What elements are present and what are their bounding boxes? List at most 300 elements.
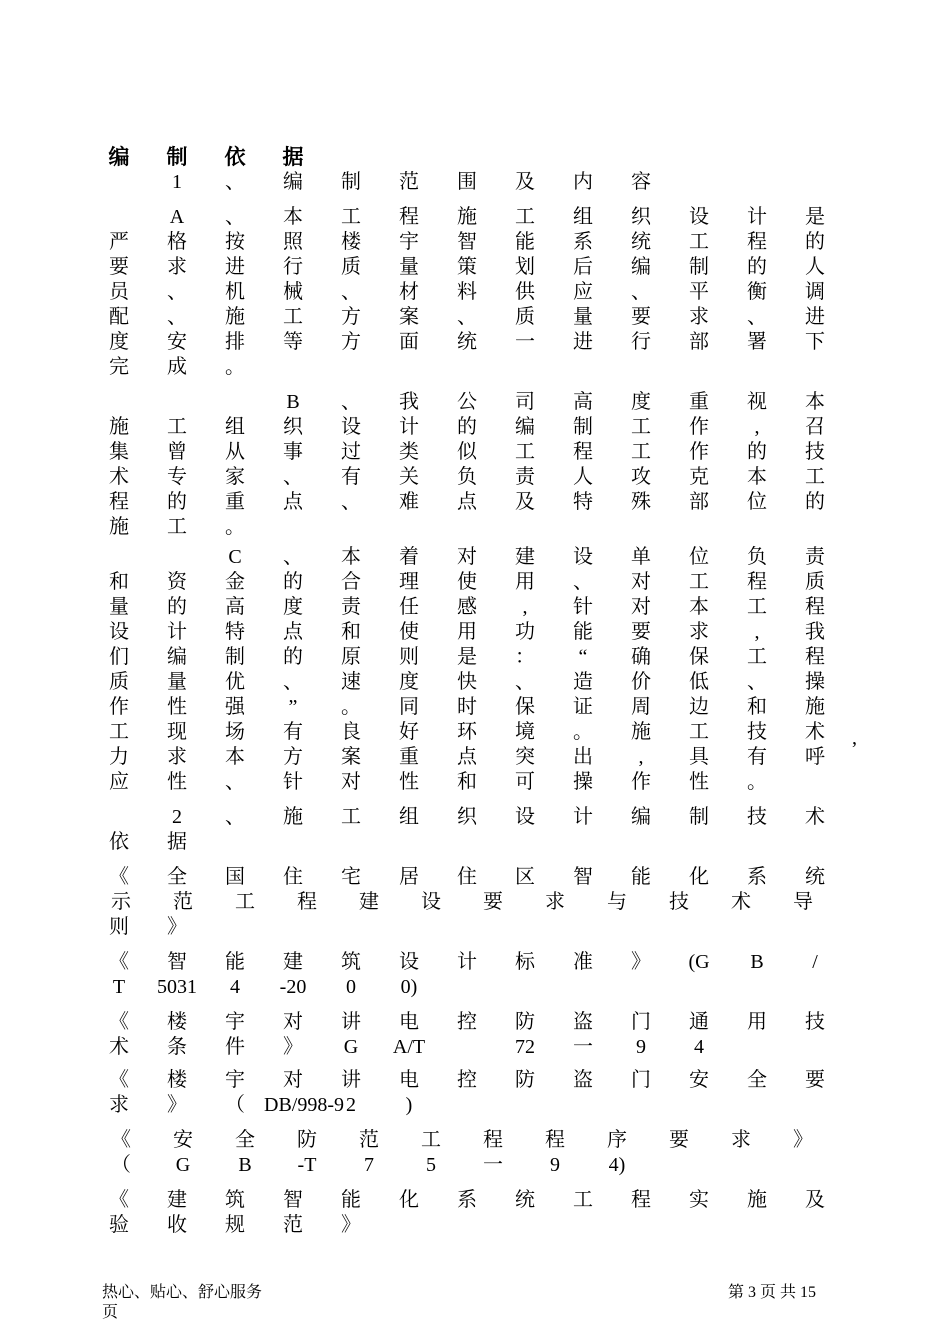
text-char: 、 xyxy=(283,546,303,568)
text-char: 2 xyxy=(346,1094,356,1116)
text-line xyxy=(90,330,850,355)
text-line xyxy=(90,390,850,415)
text-char: 。 xyxy=(225,356,245,378)
text-line xyxy=(90,415,850,440)
text-char: 通 xyxy=(689,1011,709,1033)
text-char: 与 xyxy=(607,891,627,913)
text-char: 重 xyxy=(225,491,245,513)
text-char: 优 xyxy=(225,671,245,693)
text-char: 的 xyxy=(283,646,303,668)
text-char: 《 xyxy=(109,866,129,888)
text-char: 能 xyxy=(341,1189,361,1211)
text-char: 能 xyxy=(515,231,535,253)
text-char: 72 xyxy=(515,1036,535,1058)
text-char: 价 xyxy=(631,671,651,693)
text-char: 《 xyxy=(109,1069,129,1091)
text-char: 、 xyxy=(167,281,187,303)
text-char: 似 xyxy=(457,441,477,463)
text-char: 快 xyxy=(457,671,477,693)
text-char: 施 xyxy=(631,721,651,743)
text-char: 住 xyxy=(283,866,303,888)
text-char: 本 xyxy=(805,391,825,413)
text-char: 住 xyxy=(457,866,477,888)
text-line xyxy=(90,465,850,490)
text-line xyxy=(90,670,850,695)
text-char: 用 xyxy=(457,621,477,643)
text-char: 织 xyxy=(457,806,477,828)
text-char: 单 xyxy=(631,546,651,568)
text-char: 能 xyxy=(225,951,245,973)
text-char: 9 xyxy=(550,1154,560,1176)
text-char: 方 xyxy=(283,746,303,768)
text-char: 员 xyxy=(109,281,129,303)
text-char: 周 xyxy=(631,696,651,718)
text-char: 防 xyxy=(515,1011,535,1033)
text-char: 工 xyxy=(167,416,187,438)
text-char: 可 xyxy=(515,771,535,793)
text-line xyxy=(90,1128,850,1153)
text-char: 质 xyxy=(805,571,825,593)
text-char: 材 xyxy=(399,281,419,303)
text-char: B xyxy=(286,391,300,413)
text-char: 行 xyxy=(283,256,303,278)
text-char: 程 xyxy=(573,441,593,463)
text-line xyxy=(90,890,850,915)
text-char: 调 xyxy=(805,281,825,303)
text-char: 是 xyxy=(457,646,477,668)
text-char: 原 xyxy=(341,646,361,668)
text-char: 过 xyxy=(341,441,361,463)
text-char: 程 xyxy=(399,206,419,228)
text-char: 责 xyxy=(515,466,535,488)
text-char: 们 xyxy=(109,646,129,668)
text-char: 编 xyxy=(283,171,303,193)
text-char: 《 xyxy=(109,951,129,973)
text-char: 工 xyxy=(167,516,187,538)
text-char: 程 xyxy=(747,231,767,253)
text-char: 用 xyxy=(747,1011,767,1033)
text-char: 低 xyxy=(689,671,709,693)
text-char: 施 xyxy=(109,416,129,438)
text-char: 攻 xyxy=(631,466,651,488)
text-char: 同 xyxy=(399,696,419,718)
text-char: 量 xyxy=(167,671,187,693)
text-char: 操 xyxy=(805,671,825,693)
text-char: 、 xyxy=(225,806,245,828)
text-char: 编 xyxy=(167,646,187,668)
text-char: 程 xyxy=(805,646,825,668)
text-char: 计 xyxy=(167,621,187,643)
text-char: 范 xyxy=(283,1214,303,1236)
text-char: 条 xyxy=(167,1036,187,1058)
text-char: 工 xyxy=(515,206,535,228)
text-char: 机 xyxy=(225,281,245,303)
text-char: 术 xyxy=(805,721,825,743)
text-char: 、 xyxy=(225,171,245,193)
footer-page-number: 第 3 页 共 15 xyxy=(728,1284,817,1301)
text-line xyxy=(90,770,850,795)
text-char: 出 xyxy=(573,746,593,768)
text-char: 化 xyxy=(399,1189,419,1211)
text-char: 设 xyxy=(341,416,361,438)
text-char: 程 xyxy=(297,891,317,913)
text-char: 度 xyxy=(399,671,419,693)
text-char: 统 xyxy=(515,1189,535,1211)
text-char: 及 xyxy=(515,491,535,513)
text-char: 范 xyxy=(359,1129,379,1151)
text-char: 召 xyxy=(805,416,825,438)
text-char: 4 xyxy=(230,976,240,998)
text-char: 标 xyxy=(515,951,535,973)
text-char: 楼 xyxy=(167,1011,187,1033)
text-char: 完 xyxy=(109,356,129,378)
text-char: 工 xyxy=(109,721,129,743)
text-char: 成 xyxy=(167,356,187,378)
text-char: 筑 xyxy=(225,1189,245,1211)
text-char: 要 xyxy=(631,306,651,328)
text-char: 对 xyxy=(283,1069,303,1091)
text-char: 门 xyxy=(631,1069,651,1091)
text-char: 工 xyxy=(747,646,767,668)
text-char: 施 xyxy=(457,206,477,228)
text-char: 编 xyxy=(108,145,130,169)
text-char: 智 xyxy=(167,951,187,973)
text-char: 制 xyxy=(341,171,361,193)
text-char: 的 xyxy=(747,256,767,278)
text-char: 、 xyxy=(225,206,245,228)
text-char: 本 xyxy=(341,546,361,568)
text-char: 公 xyxy=(457,391,477,413)
text-char: 宇 xyxy=(225,1069,245,1091)
text-line xyxy=(90,975,850,1000)
text-char: B xyxy=(750,951,764,973)
text-char: 点 xyxy=(283,491,303,513)
text-char: 工 xyxy=(631,416,651,438)
text-char: 部 xyxy=(689,331,709,353)
text-line xyxy=(90,490,850,515)
text-char: 等 xyxy=(283,331,303,353)
text-char: 计 xyxy=(457,951,477,973)
text-char: 作 xyxy=(689,416,709,438)
text-char: 、 xyxy=(167,306,187,328)
text-char: 工 xyxy=(689,721,709,743)
text-char: 建 xyxy=(167,1189,187,1211)
text-char: 4 xyxy=(694,1036,704,1058)
text-line xyxy=(90,1213,850,1238)
text-char: , xyxy=(638,746,644,768)
text-char: 使 xyxy=(457,571,477,593)
text-line xyxy=(90,440,850,465)
text-char: 功 xyxy=(515,621,535,643)
text-char: 、 xyxy=(573,571,593,593)
text-char: 编 xyxy=(515,416,535,438)
text-char: 呼 xyxy=(805,746,825,768)
text-char: 制 xyxy=(573,416,593,438)
text-char: 关 xyxy=(399,466,419,488)
text-line xyxy=(90,720,850,745)
text-char: A xyxy=(169,206,185,228)
text-char: 合 xyxy=(341,571,361,593)
text-char: 能 xyxy=(631,866,651,888)
text-char: 供 xyxy=(515,281,535,303)
text-char: 宇 xyxy=(399,231,419,253)
footer-slogan-text: 热心、贴心、舒心服务 xyxy=(102,1284,263,1301)
stray-comma: , xyxy=(852,727,857,749)
text-char: 术 xyxy=(109,466,129,488)
text-char: 的 xyxy=(805,231,825,253)
text-char: 家 xyxy=(225,466,245,488)
text-char: 度 xyxy=(631,391,651,413)
text-char: 制 xyxy=(166,145,188,169)
text-char: 0) xyxy=(400,976,418,998)
text-char: 讲 xyxy=(341,1011,361,1033)
text-char: B xyxy=(238,1154,252,1176)
text-char: 量 xyxy=(109,596,129,618)
text-char: 方 xyxy=(341,331,361,353)
text-char: 策 xyxy=(457,256,477,278)
text-line xyxy=(90,595,850,620)
text-char: 全 xyxy=(167,866,187,888)
text-line xyxy=(90,170,850,195)
text-char: 有 xyxy=(341,466,361,488)
text-char: 量 xyxy=(573,306,593,328)
text-line xyxy=(90,570,850,595)
text-line xyxy=(90,255,850,280)
text-char: 边 xyxy=(689,696,709,718)
text-char: 及 xyxy=(515,171,535,193)
text-char: 负 xyxy=(457,466,477,488)
text-char: 严 xyxy=(109,231,129,253)
text-char: C xyxy=(228,546,242,568)
text-char: 位 xyxy=(747,491,767,513)
text-char: 。 xyxy=(747,771,767,793)
text-char: 0 xyxy=(346,976,356,998)
text-char: 集 xyxy=(109,441,129,463)
text-char: 件 xyxy=(225,1036,245,1058)
text-char: 对 xyxy=(631,596,651,618)
text-char: 克 xyxy=(689,466,709,488)
text-line xyxy=(90,1188,850,1213)
text-char: 具 xyxy=(689,746,709,768)
text-char: 设 xyxy=(399,951,419,973)
text-char: 程 xyxy=(545,1129,565,1151)
text-char: 高 xyxy=(573,391,593,413)
text-char: 进 xyxy=(573,331,593,353)
text-char: 》 xyxy=(167,1094,187,1116)
text-char: G xyxy=(343,1036,359,1058)
text-char: 求 xyxy=(109,1094,129,1116)
text-char: 工 xyxy=(341,806,361,828)
text-char: 、 xyxy=(341,281,361,303)
text-char: 导 xyxy=(793,891,813,913)
text-char: 时 xyxy=(457,696,477,718)
text-char: 质 xyxy=(515,306,535,328)
text-char: 良 xyxy=(341,721,361,743)
text-char: 盗 xyxy=(573,1011,593,1033)
text-char: 的 xyxy=(283,571,303,593)
text-line xyxy=(90,620,850,645)
text-char: 楼 xyxy=(167,1069,187,1091)
text-char: 事 xyxy=(283,441,303,463)
text-char: 组 xyxy=(399,806,419,828)
text-line xyxy=(90,645,850,670)
text-char: 全 xyxy=(235,1129,255,1151)
text-line xyxy=(90,805,850,830)
text-char: 示 xyxy=(111,891,131,913)
text-char: 范 xyxy=(399,171,419,193)
text-char: 强 xyxy=(225,696,245,718)
text-char: 制 xyxy=(689,256,709,278)
text-char: 一 xyxy=(483,1154,503,1176)
text-char: 计 xyxy=(573,806,593,828)
text-char: 部 xyxy=(689,491,709,513)
text-char: 的 xyxy=(457,416,477,438)
text-char: 责 xyxy=(805,546,825,568)
text-char: 质 xyxy=(341,256,361,278)
text-char: 。 xyxy=(225,516,245,538)
text-char: 性 xyxy=(167,771,187,793)
text-char: 、 xyxy=(457,306,477,328)
text-char: 境 xyxy=(515,721,535,743)
text-char: 电 xyxy=(399,1011,419,1033)
text-char: 工 xyxy=(341,206,361,228)
text-char: 、 xyxy=(341,491,361,513)
text-char: 施 xyxy=(225,306,245,328)
text-char: 好 xyxy=(399,721,419,743)
text-char: -T xyxy=(297,1154,317,1176)
text-char: 使 xyxy=(399,621,419,643)
text-char: 类 xyxy=(399,441,419,463)
text-char: A/T xyxy=(392,1036,426,1058)
text-char: 安 xyxy=(173,1129,193,1151)
text-char: 。 xyxy=(573,721,593,743)
text-char: 点 xyxy=(283,621,303,643)
text-char: 设 xyxy=(421,891,441,913)
text-char: 有 xyxy=(747,746,767,768)
text-char: 工 xyxy=(283,306,303,328)
text-char: 7 xyxy=(364,1154,374,1176)
text-char: 作 xyxy=(689,441,709,463)
text-char: 后 xyxy=(573,256,593,278)
text-char: 量 xyxy=(399,256,419,278)
text-char: 照 xyxy=(283,231,303,253)
text-char: 设 xyxy=(573,546,593,568)
text-char: 容 xyxy=(631,171,651,193)
text-char: 程 xyxy=(805,596,825,618)
text-char: 质 xyxy=(109,671,129,693)
text-char: 术 xyxy=(109,1036,129,1058)
text-char: 点 xyxy=(457,491,477,513)
text-line xyxy=(90,305,850,330)
text-char: 环 xyxy=(457,721,477,743)
text-char: 实 xyxy=(689,1189,709,1211)
text-char: 负 xyxy=(747,546,767,568)
text-char: 现 xyxy=(167,721,187,743)
text-char: 和 xyxy=(341,621,361,643)
text-char: 、 xyxy=(283,466,303,488)
text-char: 度 xyxy=(109,331,129,353)
text-char: 案 xyxy=(399,306,419,328)
text-char: 依 xyxy=(224,145,246,169)
text-char: 织 xyxy=(631,206,651,228)
text-char: 组 xyxy=(225,416,245,438)
text-char: 准 xyxy=(573,951,593,973)
text-char: 防 xyxy=(515,1069,535,1091)
text-char: 编 xyxy=(631,806,651,828)
text-char: 统 xyxy=(631,231,651,253)
text-char: 性 xyxy=(167,696,187,718)
text-char: 则 xyxy=(399,646,419,668)
text-char: 署 xyxy=(747,331,767,353)
text-char: , xyxy=(522,596,528,618)
text-char: 、 xyxy=(747,306,767,328)
text-char: 工 xyxy=(421,1129,441,1151)
text-char: 曾 xyxy=(167,441,187,463)
text-char: 点 xyxy=(457,746,477,768)
text-char: 设 xyxy=(689,206,709,228)
text-line xyxy=(90,915,850,940)
text-char: 2 xyxy=(172,806,182,828)
text-line xyxy=(90,865,850,890)
text-line xyxy=(90,280,850,305)
text-char: 方 xyxy=(341,306,361,328)
text-char: 程 xyxy=(631,1189,651,1211)
text-char: 、 xyxy=(225,771,245,793)
text-char: 术 xyxy=(731,891,751,913)
text-line xyxy=(90,950,850,975)
text-char: 、 xyxy=(747,671,767,693)
text-char: 一 xyxy=(573,1036,593,1058)
text-char: 、 xyxy=(515,671,535,693)
text-char: , xyxy=(754,621,760,643)
text-char: “ xyxy=(578,646,588,668)
text-char: ： xyxy=(515,646,535,668)
text-char: 》 xyxy=(341,1214,361,1236)
text-char: 对 xyxy=(631,571,651,593)
text-char: / xyxy=(812,951,818,973)
text-char: 统 xyxy=(805,866,825,888)
text-line xyxy=(90,205,850,230)
text-char: 安 xyxy=(689,1069,709,1091)
text-char: （ xyxy=(111,1154,131,1176)
text-char: 控 xyxy=(457,1011,477,1033)
text-char: 技 xyxy=(805,441,825,463)
text-char: 施 xyxy=(747,1189,767,1211)
text-char: 要 xyxy=(483,891,503,913)
text-char: 建 xyxy=(359,891,379,913)
text-char: 工 xyxy=(689,231,709,253)
text-char: 系 xyxy=(457,1189,477,1211)
text-char: 责 xyxy=(341,596,361,618)
text-char: 按 xyxy=(225,231,245,253)
text-char: 速 xyxy=(341,671,361,693)
text-char: 控 xyxy=(457,1069,477,1091)
text-char: 宇 xyxy=(225,1011,245,1033)
text-char: 证 xyxy=(573,696,593,718)
text-line xyxy=(90,1068,850,1093)
text-char: 性 xyxy=(689,771,709,793)
text-char: 施 xyxy=(109,516,129,538)
text-char: 排 xyxy=(225,331,245,353)
text-line xyxy=(90,745,850,770)
text-char: 则 xyxy=(109,916,129,938)
text-char: 的 xyxy=(747,441,767,463)
text-char: 》 xyxy=(631,951,651,973)
text-char: 人 xyxy=(573,466,593,488)
text-char: 、 xyxy=(341,391,361,413)
text-char: T xyxy=(112,976,126,998)
text-char: 》 xyxy=(793,1129,813,1151)
